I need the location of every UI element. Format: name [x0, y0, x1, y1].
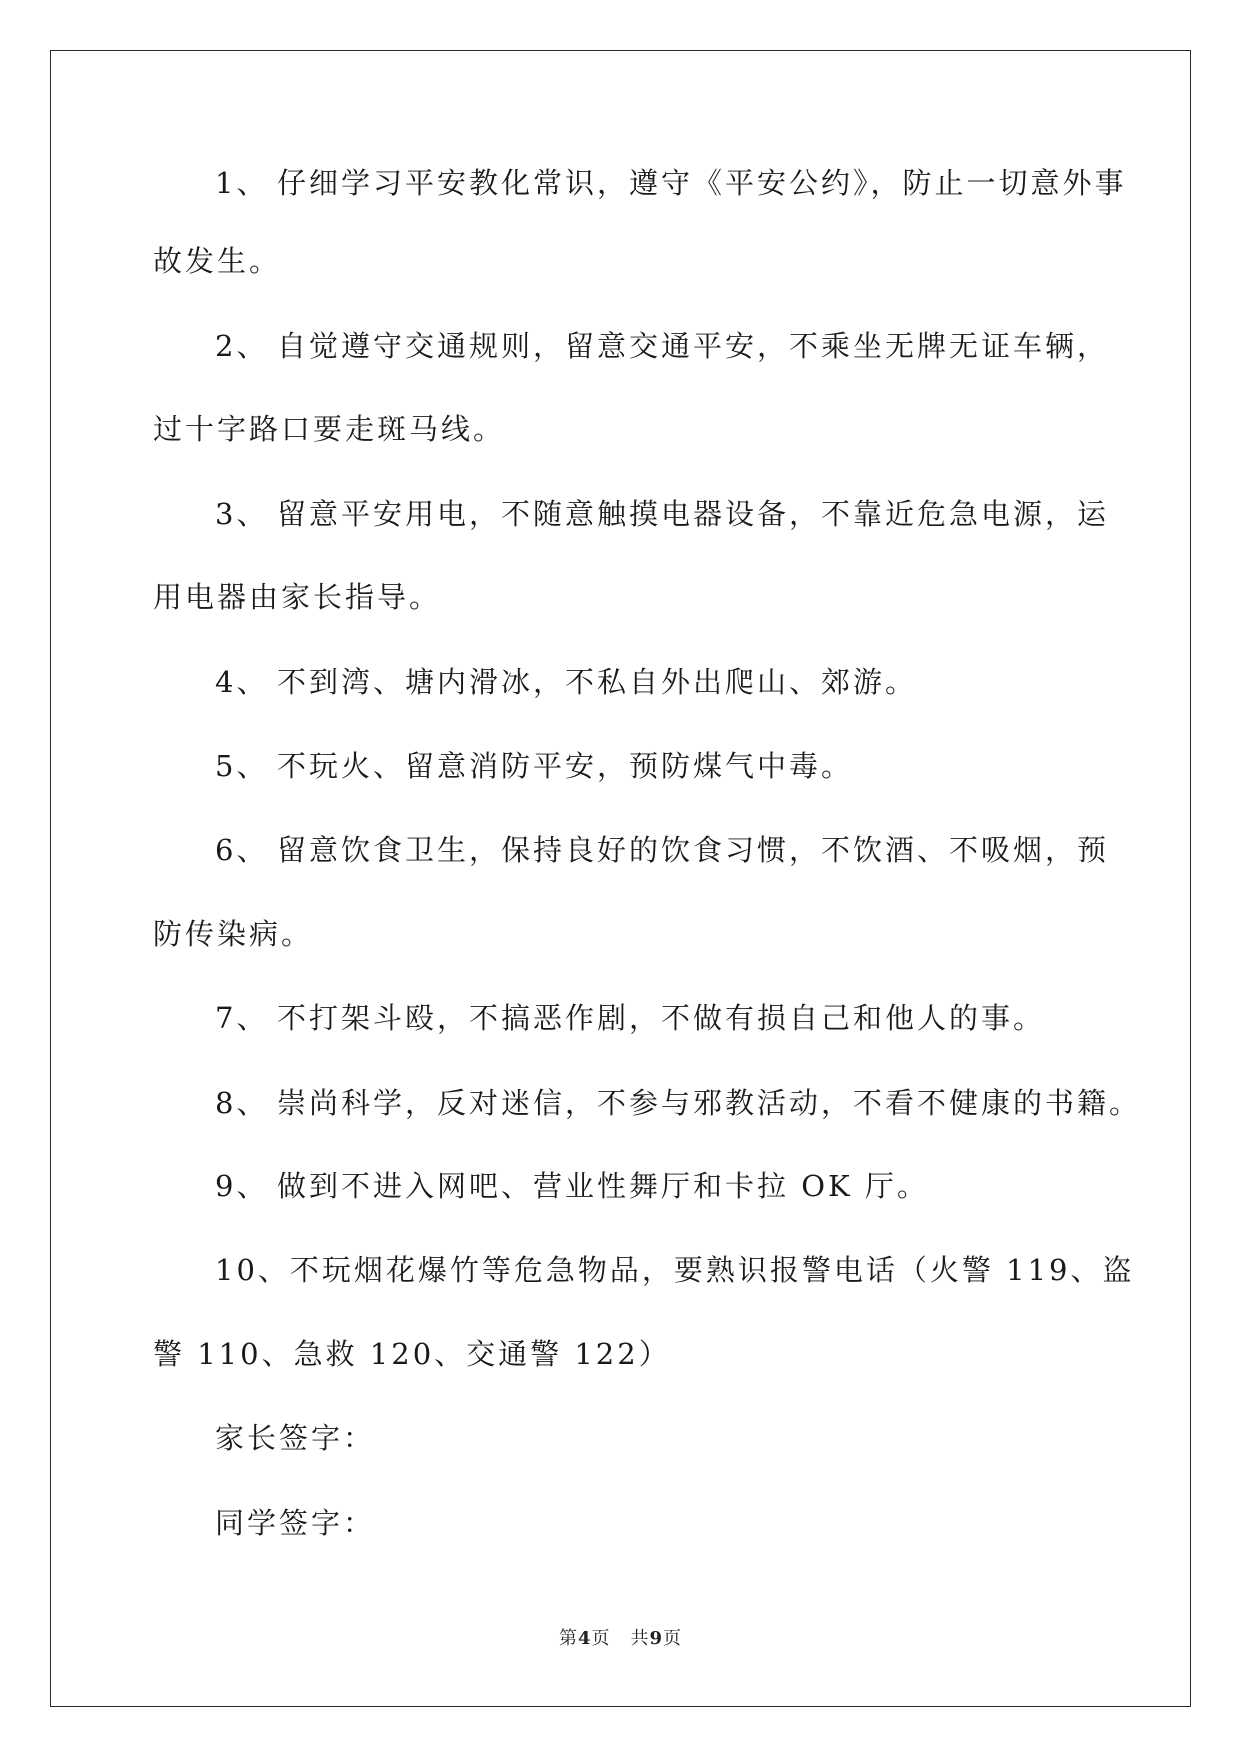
- list-item-7: [215, 1001, 1045, 1035]
- item-text: 留意饮食卫生，保持良好的饮食习惯，不饮酒、不吸烟，预: [277, 833, 1110, 867]
- item-text: 不打架斗殴，不搞恶作剧，不做有损自己和他人的事。: [277, 1001, 1046, 1035]
- list-item-1-continuation: 故发生。: [153, 244, 282, 278]
- list-item-6: [215, 833, 1109, 867]
- list-item-2: [215, 329, 1109, 363]
- page-prefix: 第: [558, 1628, 578, 1649]
- item-text: 留意平安用电，不随意触摸电器设备，不靠近危急电源，运: [277, 497, 1110, 531]
- page-suffix: 页: [591, 1628, 611, 1649]
- list-item-10-continuation: 警 110、急救 120、交通警 122）: [153, 1337, 671, 1371]
- student-signature-label: 同学签字：: [215, 1506, 376, 1540]
- item-number: 10、: [215, 1253, 290, 1287]
- list-item-4: [215, 665, 917, 699]
- item-text: 自觉遵守交通规则，留意交通平安，不乘坐无牌无证车辆，: [277, 329, 1110, 363]
- item-number: 3、: [215, 497, 269, 531]
- item-text: 不到湾、塘内滑冰，不私自外出爬山、郊游。: [277, 665, 918, 699]
- item-number: 7、: [215, 1001, 269, 1035]
- list-item-3: [215, 497, 1109, 531]
- list-item-1: [215, 166, 1127, 200]
- page-footer: [0, 1627, 1241, 1651]
- item-number: 6、: [215, 833, 269, 867]
- list-item-3-continuation: 用电器由家长指导。: [153, 580, 442, 614]
- item-number: 8、: [215, 1086, 269, 1120]
- list-item-6-continuation: 防传染病。: [153, 917, 314, 951]
- item-text: 不玩烟花爆竹等危急物品，要熟识报警电话（火警 119、盗: [289, 1253, 1135, 1287]
- item-text: 崇尚科学，反对迷信，不参与邪教活动，不看不健康的书籍。: [277, 1086, 1142, 1120]
- list-item-8: [215, 1086, 1141, 1120]
- item-number: 2、: [215, 329, 269, 363]
- item-text: 仔细学习平安教化常识，遵守《平安公约》，防止一切意外事: [277, 166, 1127, 200]
- item-number: 5、: [215, 749, 269, 783]
- list-item-2-continuation: 过十字路口要走斑马线。: [153, 412, 506, 446]
- total-prefix: 共: [630, 1628, 650, 1649]
- list-item-5: [215, 749, 853, 783]
- list-item-10: [215, 1253, 1134, 1287]
- current-page-number: 4: [577, 1628, 592, 1649]
- item-text: 做到不进入网吧、营业性舞厅和卡拉 OK 厅。: [277, 1169, 929, 1203]
- list-item-9: [215, 1169, 929, 1203]
- parent-signature-label: 家长签字：: [215, 1421, 376, 1455]
- page-border: [50, 50, 1191, 1707]
- item-number: 4、: [215, 665, 269, 699]
- item-number: 9、: [215, 1169, 269, 1203]
- item-text: 不玩火、留意消防平安，预防煤气中毒。: [277, 749, 854, 783]
- total-page-number: 9: [649, 1628, 664, 1649]
- item-number: 1、: [215, 166, 269, 200]
- total-suffix: 页: [663, 1628, 683, 1649]
